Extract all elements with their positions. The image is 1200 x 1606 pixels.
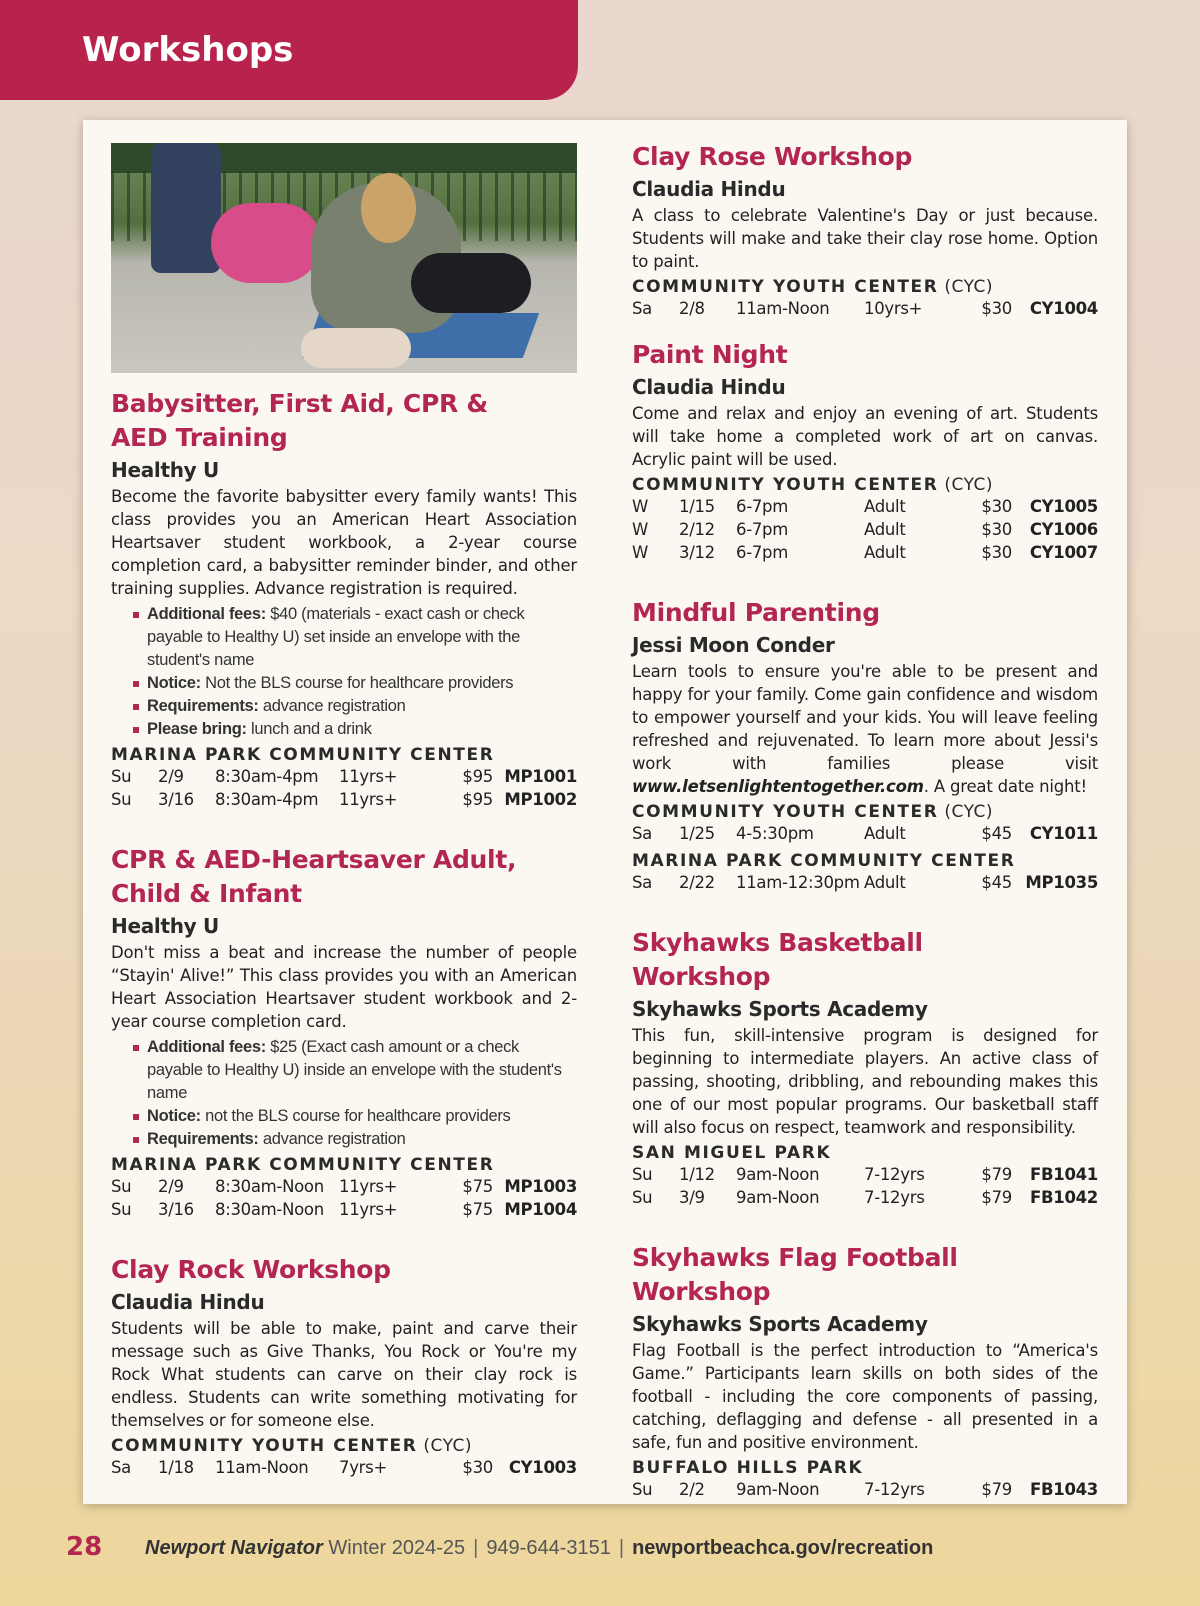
listing-title: CPR & AED-Heartsaver Adult, <box>111 845 517 874</box>
website-url[interactable]: newportbeachca.gov/recreation <box>632 1537 934 1559</box>
location-name: COMMUNITY YOUTH CENTER (CYC) <box>111 1436 473 1456</box>
location-name: BUFFALO HILLS PARK <box>632 1458 864 1478</box>
session-row: Su 3/16 8:30am-4pm 11yrs+ $95 MP1002 <box>111 790 577 809</box>
left-column <box>111 143 577 1481</box>
clay-rose-listing <box>632 140 1098 322</box>
note-item: Additional fees: $40 (materials - exact cash or check payable to Healthy U) set inside an envelope with the student's name <box>133 603 577 672</box>
note-item: Requirements: advance registration <box>133 695 577 718</box>
clay-rock-listing <box>111 1253 577 1481</box>
session-row: Su 2/9 8:30am-4pm 11yrs+ $95 MP1001 <box>111 767 577 786</box>
session-row: Sa 1/25 4-5:30pm Adult $45 CY1011 <box>632 824 1098 843</box>
listing-description: Don't miss a beat and increase the number of people “Stayin' Alive!” This class provides you with an American Heart Association Heartsaver student workbook and 2-year course completion card. <box>111 943 577 1031</box>
location-name: COMMUNITY YOUTH CENTER (CYC) <box>632 277 994 297</box>
course-code: CY1007 <box>1029 543 1098 562</box>
location-name: MARINA PARK COMMUNITY CENTER <box>111 745 495 765</box>
session-row: W 2/12 6-7pm Adult $30 CY1006 <box>632 520 1098 539</box>
session-row: Su 3/16 8:30am-Noon 11yrs+ $75 MP1004 <box>111 1200 577 1219</box>
instructor-name: Healthy U <box>111 914 219 938</box>
course-code: CY1006 <box>1029 520 1098 539</box>
cpr-training-photo <box>111 143 577 373</box>
listing-title: Mindful Parenting <box>632 598 880 627</box>
session-row: Sa 1/18 11am-Noon 7yrs+ $30 CY1003 <box>111 1458 577 1477</box>
note-item: Requirements: advance registration <box>133 1128 577 1151</box>
cpr-listing <box>111 843 577 1223</box>
babysitter-listing <box>111 387 577 813</box>
listing-notes <box>133 603 577 741</box>
location-name: SAN MIGUEL PARK <box>632 1143 832 1163</box>
note-item: Notice: not the BLS course for healthcare providers <box>133 1105 577 1128</box>
page-footer <box>0 1532 1200 1564</box>
course-code: MP1004 <box>504 1200 577 1219</box>
listing-title: Skyhawks Basketball <box>632 928 923 957</box>
course-code: FB1041 <box>1030 1165 1098 1184</box>
phone-number: 949-644-3151 <box>486 1537 611 1559</box>
course-code: FB1042 <box>1030 1188 1098 1207</box>
listing-title: Child & Infant <box>111 879 302 908</box>
instructor-name: Skyhawks Sports Academy <box>632 1312 928 1336</box>
footer-info: Newport Navigator Winter 2024-25 | 949-644-3151 | newportbeachca.gov/recreation <box>145 1537 934 1559</box>
note-item: Additional fees: $25 (Exact cash amount or a check payable to Healthy U) inside an envelope with the student's name <box>133 1036 577 1105</box>
edition: Winter 2024-25 <box>322 1537 466 1559</box>
listing-title: Paint Night <box>632 340 788 369</box>
website-link[interactable]: www.letsenlightentogether.com <box>632 777 924 796</box>
listing-title: Babysitter, First Aid, CPR & <box>111 389 488 418</box>
paint-night-listing <box>632 338 1098 566</box>
session-row: Sa 2/8 11am-Noon 10yrs+ $30 CY1004 <box>632 299 1098 318</box>
note-item: Please bring: lunch and a drink <box>133 718 577 741</box>
listing-title: AED Training <box>111 423 288 452</box>
session-row: Su 3/9 9am-Noon 7-12yrs $79 FB1042 <box>632 1188 1098 1207</box>
flag-football-listing <box>632 1241 1098 1503</box>
instructor-name: Claudia Hindu <box>111 1290 265 1314</box>
instructor-name: Jessi Moon Conder <box>632 633 835 657</box>
listing-description: Become the favorite babysitter every family wants! This class provides you an American Heart Association Heartsaver student workbook, a 2-year course completion card, a babysitter reminder binder, and other training supplies. Advance registration is required. <box>111 487 577 598</box>
course-code: MP1003 <box>504 1177 577 1196</box>
session-row: Su 2/9 8:30am-Noon 11yrs+ $75 MP1003 <box>111 1177 577 1196</box>
instructor-name: Claudia Hindu <box>632 375 786 399</box>
note-item: Notice: Not the BLS course for healthcare providers <box>133 672 577 695</box>
listing-title: Skyhawks Flag Football <box>632 1243 958 1272</box>
basketball-listing <box>632 926 1098 1211</box>
listing-title: Workshop <box>632 1277 771 1306</box>
listing-description: Come and relax and enjoy an evening of art. Students will take home a completed work of art on canvas. Acrylic paint will be used. <box>632 404 1098 469</box>
page-number: 28 <box>66 1532 103 1562</box>
listing-title: Clay Rock Workshop <box>111 1255 391 1284</box>
session-row: Sa 2/22 11am-12:30pm Adult $45 MP1035 <box>632 873 1098 892</box>
course-code: CY1003 <box>508 1458 577 1477</box>
listing-description: Learn tools to ensure you're able to be present and happy for your family. Come gain confidence and wisdom to empower yourself and your kids. You will leave feeling refreshed and rejuvenated. To learn more about Jessi's work with families please visit www.letsenlightentogether.com. A great date night! <box>632 662 1098 796</box>
instructor-name: Healthy U <box>111 458 219 482</box>
session-row: W 3/12 6-7pm Adult $30 CY1007 <box>632 543 1098 562</box>
listing-description: Students will be able to make, paint and carve their message such as Give Thanks, You Rock or You're my Rock What students can carve on their clay rock is endless. Students can write something motivating for themselves or for someone else. <box>111 1319 577 1430</box>
section-title: Workshops <box>82 30 294 70</box>
listing-title: Clay Rose Workshop <box>632 142 913 171</box>
session-row: Su 1/12 9am-Noon 7-12yrs $79 FB1041 <box>632 1165 1098 1184</box>
course-code: CY1005 <box>1029 497 1098 516</box>
course-code: MP1035 <box>1025 873 1098 892</box>
location-name: MARINA PARK COMMUNITY CENTER <box>632 851 1016 871</box>
listing-notes <box>133 1036 577 1151</box>
course-code: MP1001 <box>504 767 577 786</box>
course-code: CY1011 <box>1029 824 1098 843</box>
right-column <box>632 140 1098 1503</box>
listing-title: Workshop <box>632 962 771 991</box>
location-name: MARINA PARK COMMUNITY CENTER <box>111 1155 495 1175</box>
workshops-card <box>83 120 1127 1504</box>
listing-description: Flag Football is the perfect introduction to “America's Game.” Participants learn skills on both sides of the football - including the core components of passing, catching, deflagging and defense - all presented in a safe, fun and positive environment. <box>632 1341 1098 1452</box>
session-row: Su 2/2 9am-Noon 7-12yrs $79 FB1043 <box>632 1480 1098 1499</box>
section-banner <box>0 0 578 100</box>
course-code: MP1002 <box>504 790 577 809</box>
listing-description: A class to celebrate Valentine's Day or just because. Students will make and take their clay rose home. Option to paint. <box>632 206 1098 271</box>
session-row: W 1/15 6-7pm Adult $30 CY1005 <box>632 497 1098 516</box>
instructor-name: Skyhawks Sports Academy <box>632 997 928 1021</box>
mindful-parenting-listing <box>632 596 1098 896</box>
location-name: COMMUNITY YOUTH CENTER (CYC) <box>632 802 994 822</box>
course-code: CY1004 <box>1029 299 1098 318</box>
instructor-name: Claudia Hindu <box>632 177 786 201</box>
listing-description: This fun, skill-intensive program is designed for beginning to intermediate players. An active class of passing, shooting, dribbling, and rebounding makes this one of our most popular programs. Our basketball staff will also focus on respect, teamwork and responsibility. <box>632 1026 1098 1137</box>
location-name: COMMUNITY YOUTH CENTER (CYC) <box>632 475 994 495</box>
course-code: FB1043 <box>1030 1480 1098 1499</box>
publication-name: Newport Navigator <box>145 1537 323 1559</box>
